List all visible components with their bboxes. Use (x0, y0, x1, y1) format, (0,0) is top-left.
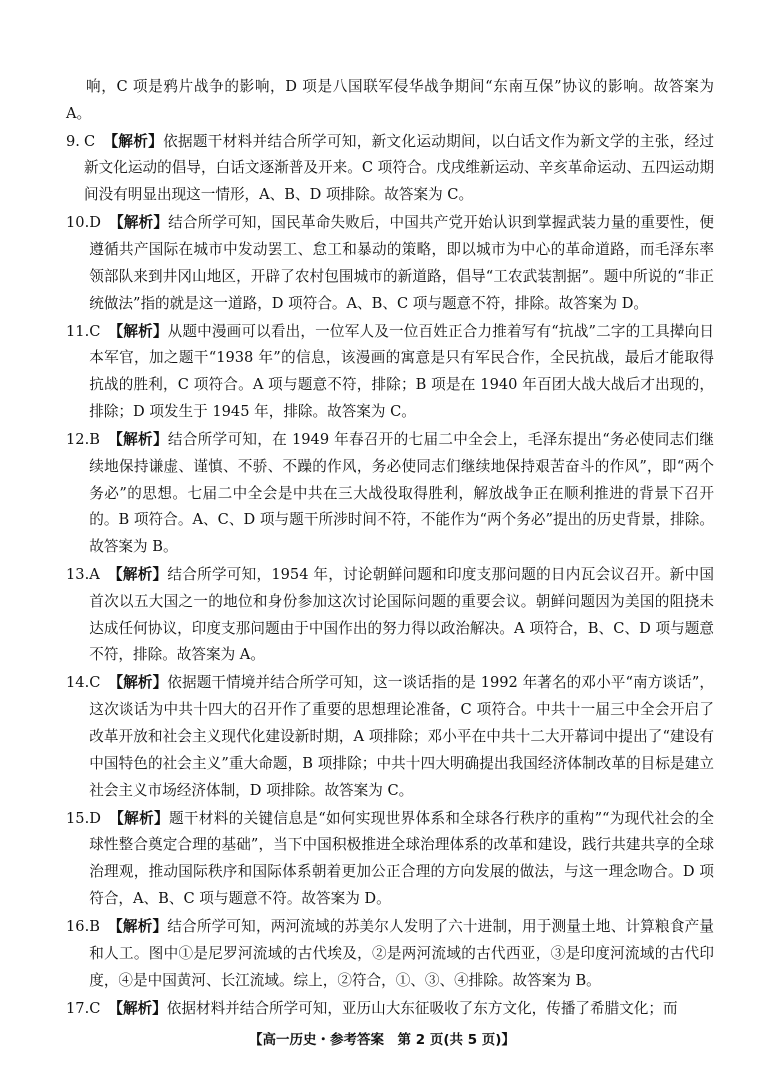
question-number: 10. (66, 214, 90, 232)
analysis-tag: 【解析】 (103, 132, 164, 150)
answer-letter: C (89, 674, 101, 692)
analysis-text: 结合所学可知，两河流域的苏美尔人发明了六十进制，用于测量土地、计算粮食产量和人工。图中①是尼罗河流域的古代埃及，②是两河流域的古代西亚，③是印度河流域的古代印度，④是中国黄河、长江流域。综上，②符合，①、③、④排除。故答案为 B。 (89, 918, 714, 989)
analysis-text: 依据题干情境并结合所学可知，这一谈话指的是 1992 年著名的邓小平“南方谈话”，这次谈话为中共十四大的召开作了重要的思想理论准备，C 项符合。中共十一届三中全会开启了改革开放和社会主义现代化建设新时期，A 项排除；邓小平在中共十二大开幕词中提出了“建设有中国特色的社会主义”重大命题，B 项排除；中共十四大明确提出我国经济体制改革的目标是建立社会主义市场经济体制，D 项排除。故答案为 C。 (89, 674, 714, 799)
answer-letter: C (89, 999, 101, 1017)
answer-content (66, 74, 714, 1024)
answer-item-12 (66, 427, 714, 561)
analysis-tag: 【解析】 (107, 430, 168, 448)
analysis-tag: 【解析】 (108, 674, 168, 692)
analysis-tag: 【解析】 (108, 999, 167, 1017)
analysis-text: 依据材料并结合所学可知，亚历山大东征吸收了东方文化，传播了希腊文化；而 (166, 999, 678, 1017)
answer-letter: B (89, 430, 100, 448)
analysis-tag: 【解析】 (108, 809, 169, 827)
answer-item-17 (66, 996, 714, 1023)
question-number: 17. (66, 999, 90, 1017)
analysis-text: 题干材料的关键信息是“如何实现世界体系和全球各行秩序的重构”“为现代社会的全球性整合奠定合理的基础”，当下中国积极推进全球治理体系的改革和建设，践行共建共享的全球治理观，推动国际秩序和国际体系朝着更加公正合理的方向发展的做法，与这一理念吻合。D 项符合，A、B、C 项与题意不符。故答案为 D。 (89, 809, 714, 908)
answer-letter: C (89, 322, 101, 340)
question-number: 15. (66, 809, 90, 827)
question-number: 16. (66, 918, 90, 936)
answer-item-15 (66, 806, 714, 913)
answer-letter: B (89, 918, 100, 936)
continued-text: 响，C 项是鸦片战争的影响，D 项是八国联军侵华战争期间“东南互保”协议的影响。故答案为 A。 (66, 78, 714, 122)
answer-item-9 (66, 129, 714, 209)
answer-letter: C (84, 132, 96, 150)
analysis-text: 依据题干材料并结合所学可知，新文化运动期间，以白话文作为新文学的主张，经过新文化运动的倡导，白话文逐渐普及开来。C 项符合。戊戌维新运动、辛亥革命运动、五四运动期间没有明显出现这一情形，A、B、D 项排除。故答案为 C。 (84, 132, 714, 204)
question-number: 12. (66, 430, 90, 448)
analysis-text: 结合所学可知，国民革命失败后，中国共产党开始认识到掌握武装力量的重要性，便遵循共产国际在城市中发动罢工、怠工和暴动的策略，即以城市为中心的革命道路，而毛泽东率领部队来到井冈山地区，开辟了农村包围城市的新道路，倡导“工农武装割据”。题中所说的“非正统做法”指的就是这一道路，D 项符合。A、B、C 项与题意不符，排除。故答案为 D。 (89, 214, 714, 312)
answer-item-14 (66, 670, 714, 804)
answer-item-11 (66, 319, 714, 426)
answer-letter: D (89, 809, 101, 827)
answer-item-13 (66, 562, 714, 669)
analysis-text: 结合所学可知，在 1949 年春召开的七届二中全会上，毛泽东提出“务必使同志们继续地保持谦虚、谨慎、不骄、不躁的作风，务必使同志们继续地保持艰苦奋斗的作风”，即“两个务必”的思想。七届二中全会是中共在三大战役取得胜利，解放战争正在顺利推进的背景下召开的。B 项符合。A、C、D 项与题干所涉时间不符，不能作为“两个务必”提出的历史背景，排除。故答案为 B。 (89, 430, 714, 556)
answer-item-10 (66, 210, 714, 317)
answer-item-16 (66, 914, 714, 994)
analysis-text: 从题中漫画可以看出，一位军人及一位百姓正合力推着写有“抗战”二字的工具撵向日本军官，加之题干“1938 年”的信息，该漫画的寓意是只有军民合作，全民抗战，最后才能取得抗战的胜利，C 项符合。A 项与题意不符，排除；B 项是在 1940 年百团大战大战后才出现的，排除；D 项发生于 1945 年，排除。故答案为 C。 (89, 322, 714, 420)
question-number: 11. (66, 322, 90, 340)
page-footer: 【高一历史・参考答案 第 2 页(共 5 页)】 (249, 1032, 515, 1048)
question-number: 14. (66, 674, 90, 692)
answer-letter: D (89, 214, 101, 232)
analysis-text: 结合所学可知，1954 年，讨论朝鲜问题和印度支那问题的日内瓦会议召开。新中国首次以五大国之一的地位和身份参加这次讨论国际问题的重要会议。朝鲜问题因为美国的阻挠未达成任何协议，印度支那问题由于中国作出的努力得以政治解决。A 项符合，B、C、D 项与题意不符，排除。故答案为 A。 (89, 566, 714, 664)
analysis-tag: 【解析】 (107, 566, 168, 584)
analysis-tag: 【解析】 (107, 918, 168, 936)
question-number: 13. (66, 566, 90, 584)
analysis-tag: 【解析】 (108, 214, 169, 232)
question-number: 9. (66, 132, 80, 150)
answer-letter: A (89, 566, 100, 584)
analysis-tag: 【解析】 (108, 322, 168, 340)
